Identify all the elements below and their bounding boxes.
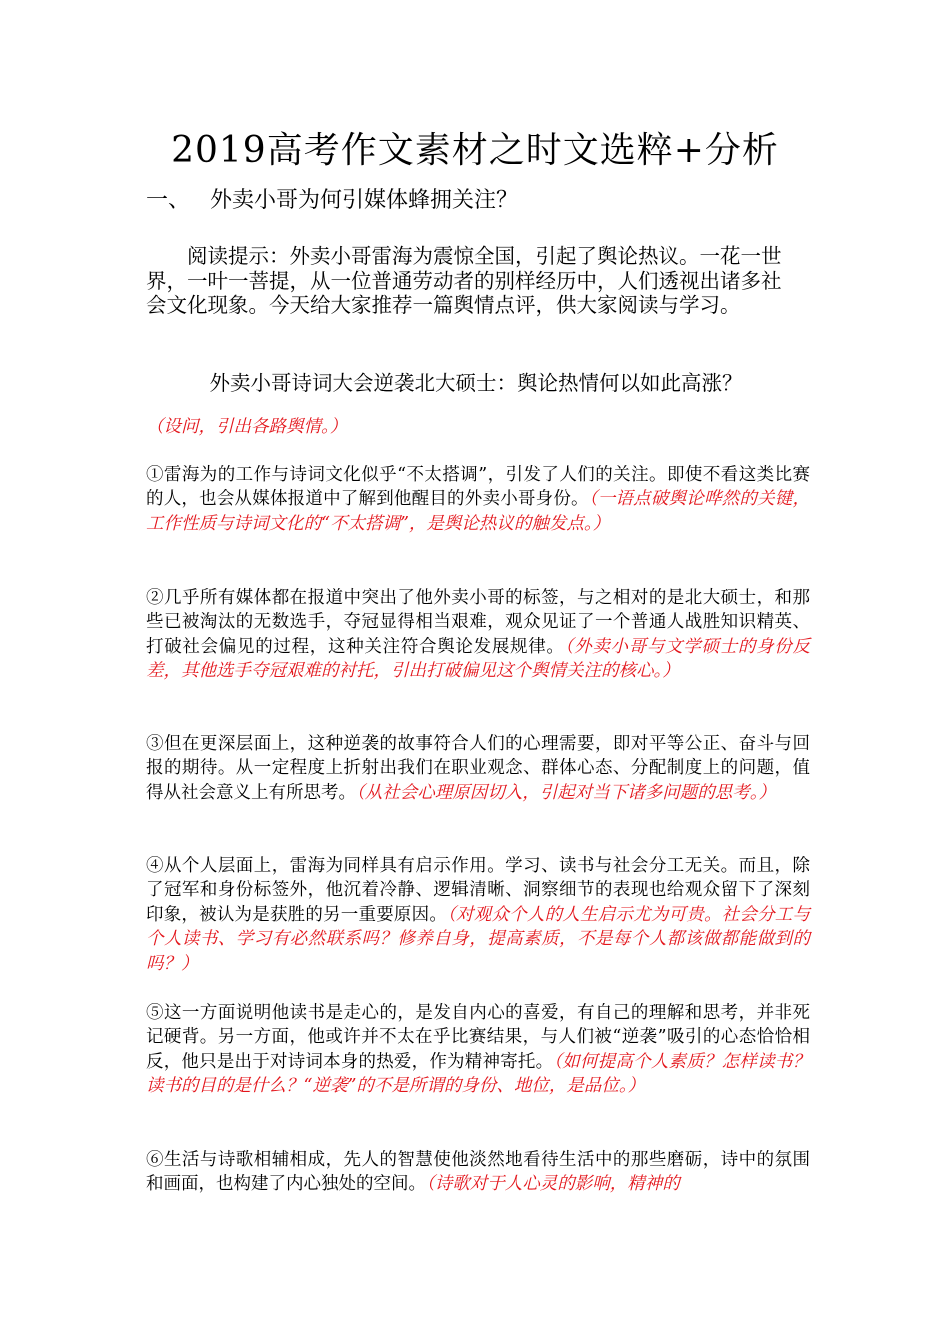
annotation-note: （从社会心理原因切入，引起对当下诸多问题的思考。） xyxy=(356,782,776,803)
reading-tip: 阅读提示：外卖小哥雷海为震惊全国，引起了舆论热议。一花一世界，一叶一菩提，从一位普通劳动者的别样经历中，人们透视出诸多社会文化现象。今天给大家推荐一篇舆情点评，供大家阅读与学习。 xyxy=(146,244,782,317)
paragraph-text: ⑥生活与诗歌相辅相成，先人的智慧使他淡然地看待生活中的那些磨砺，诗中的氛围和画面，也构建了内心独处的空间。 xyxy=(146,1150,810,1195)
annotation-note: （设问，引出各路舆情。） xyxy=(146,417,348,437)
paragraph-text: ⑤这一方面说明他读书是走心的，是发自内心的喜爱，有自己的理解和思考，并非死记硬背。另一方面，他或许并不太在乎比赛结果，与人们被“逆袭”吸引的心态恰恰相反，他只是出于对诗词本身的热爱，作为精神寄托。 xyxy=(146,1003,810,1072)
section-heading-text: 外卖小哥为何引媒体蜂拥关注？ xyxy=(210,188,519,213)
annotation-note: （如何提高个人素质？怎样读书？读书的目的是什么？“逆袭”的不是所谓的身份、地位，是品位。） xyxy=(146,1051,811,1097)
annotation-note: （诗歌对于人心灵的影响，精神的 xyxy=(426,1174,680,1195)
paragraph-text: ②几乎所有媒体都在报道中突出了他外卖小哥的标签，与之相对的是北大硕士，和那些已被淘汰的无数选手，夺冠显得相当艰难，观众见证了一个普通人战胜知识精英、打破社会偏见的过程，这种关注符合舆论发展规律。 xyxy=(146,588,810,657)
document-title: 2019高考作文素材之时文选粹+分析 xyxy=(171,130,779,171)
paragraph-text: ③但在更深层面上，这种逆袭的故事符合人们的心理需要，即对平等公正、奋斗与回报的期待。从一定程度上折射出我们在职业观念、群体心态、分配制度上的问题，值得从社会意义上有所思考。 xyxy=(146,734,810,803)
paragraph-6 xyxy=(146,1148,810,1197)
annotation-note: （外卖小哥与文学硕士的身份反差，其他选手夺冠艰难的衬托，引出打破偏见这个舆情关注的核心。） xyxy=(146,636,811,682)
annotation-note: （对观众个人的人生启示尤为可贵。社会分工与个人读书、学习有必然联系吗？修养自身，提高素质，不是每个人都该做都能做到的吗？） xyxy=(146,904,811,974)
section-heading xyxy=(146,185,518,217)
paragraph-text: ①雷海为的工作与诗词文化似乎“不太搭调”，引发了人们的关注。即使不看这类比赛的人，也会从媒体报道中了解到他醒目的外卖小哥身份。 xyxy=(146,465,810,510)
annotation-note: （一语点破舆论哗然的关键，工作性质与诗词文化的“不太搭调”，是舆论热议的触发点。） xyxy=(146,489,811,534)
article-title: 外卖小哥诗词大会逆袭北大硕士：舆论热情何以如此高涨？ xyxy=(209,371,743,395)
paragraph-3 xyxy=(146,732,810,805)
paragraph-text: ④从个人层面上，雷海为同样具有启示作用。学习、读书与社会分工无关。而且，除了冠军和身份标签外，他沉着冷静、逻辑清晰、洞察细节的表现也给观众留下了深刻印象，被认为是获胜的另一重要原因。 xyxy=(146,856,810,925)
intro-note xyxy=(146,415,810,439)
paragraph-1 xyxy=(146,463,810,536)
paragraph-5 xyxy=(146,1001,810,1099)
section-number: 一、 xyxy=(146,188,191,213)
paragraph-4 xyxy=(146,854,810,976)
paragraph-2 xyxy=(146,586,810,684)
